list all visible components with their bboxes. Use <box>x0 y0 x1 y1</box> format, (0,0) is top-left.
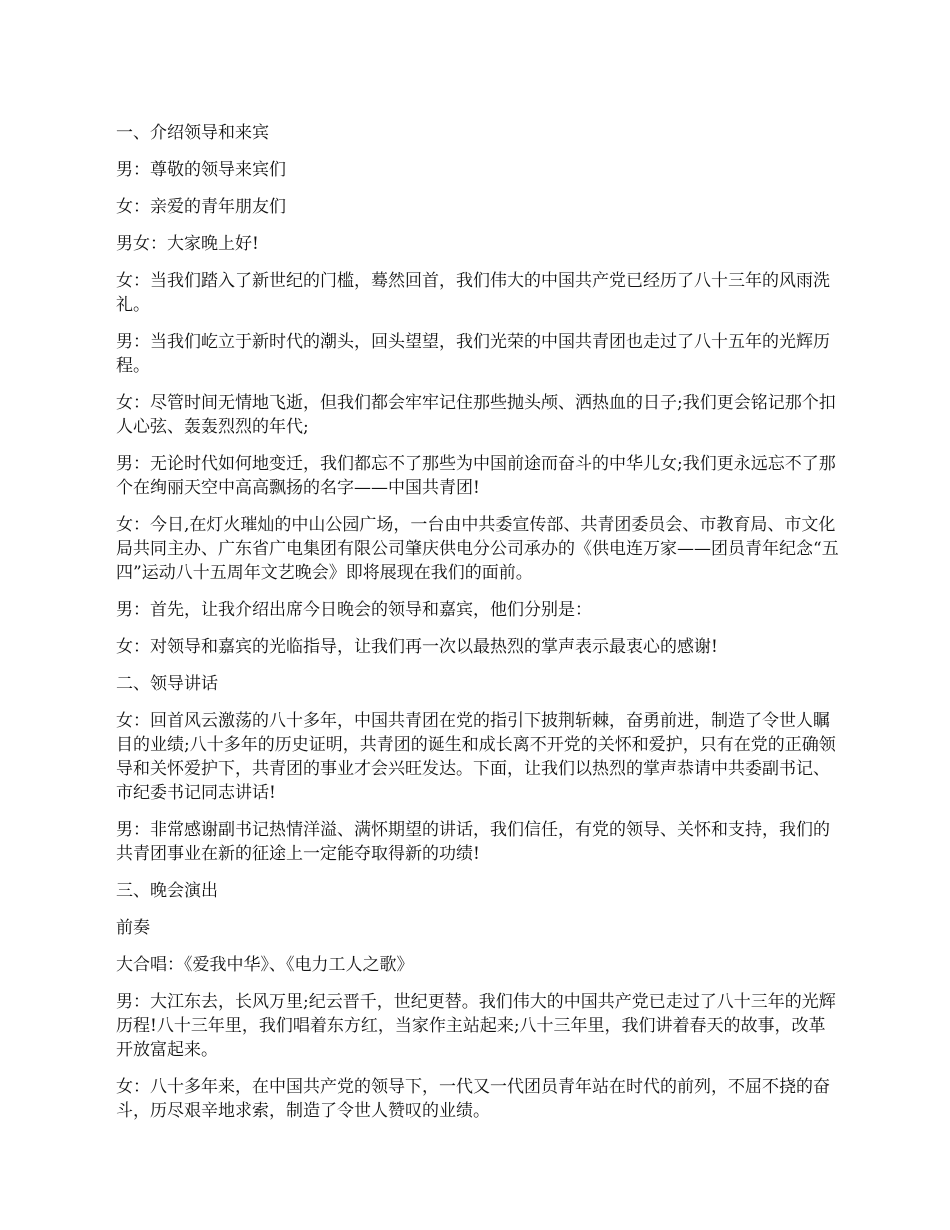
paragraph: 男：尊敬的领导来宾们 <box>116 160 286 180</box>
paragraph: 男：当我们屹立于新时代的潮头，回头望望，我们光荣的中国共青团也走过了八十五年的光辉历程。 <box>116 332 830 376</box>
section-heading-1: 一、介绍领导和来宾 <box>116 123 269 143</box>
paragraph: 大合唱：《爱我中华》、《电力工人之歌》 <box>116 955 414 975</box>
section-heading-3: 三、晚会演出 <box>116 881 218 901</box>
paragraph: 男：非常感谢副书记热情洋溢、满怀期望的讲话，我们信任，有党的领导、关怀和支持，我们的共青团事业在新的征途上一定能夺取得新的功绩! <box>116 820 830 864</box>
paragraph: 男女：大家晚上好! <box>116 234 259 254</box>
paragraph: 男：大江东去，长风万里;纪云晋千，世纪更替。我们伟大的中国共产党已走过了八十三年的光辉历程!八十三年里，我们唱着东方红，当家作主站起来;八十三年里，我们讲着春天的故事，改革开放富起来。 <box>116 992 836 1060</box>
paragraph: 男：无论时代如何地变迁，我们都忘不了那些为中国前途而奋斗的中华儿女;我们更永远忘不了那个在绚丽天空中高高飘扬的名字——中国共青团! <box>116 454 836 498</box>
paragraph: 女：今日,在灯火璀灿的中山公园广场，一台由中共委宣传部、共青团委员会、市教育局、市文化局共同主办、广东省广电集团有限公司肇庆供电分公司承办的《供电连万家——团员青年纪念“五四”运动八十五周年文艺晚会》即将展现在我们的面前。 <box>116 515 839 583</box>
paragraph: 女：尽管时间无情地飞逝，但我们都会牢牢记住那些抛头颅、洒热血的日子;我们更会铭记那个扣人心弦、轰轰烈烈的年代; <box>116 393 836 437</box>
document-body <box>116 121 840 1136</box>
paragraph: 男：首先，让我介绍出席今日晚会的领导和嘉宾，他们分别是： <box>116 600 592 620</box>
paragraph: 女：对领导和嘉宾的光临指导，让我们再一次以最热烈的掌声表示最衷心的感谢! <box>116 637 718 657</box>
paragraph: 女：当我们踏入了新世纪的门槛，蓦然回首，我们伟大的中国共产党已经历了八十三年的风雨洗礼。 <box>116 271 830 315</box>
section-heading-2: 二、领导讲话 <box>116 674 218 694</box>
paragraph: 女：八十多年来，在中国共产党的领导下，一代又一代团员青年站在时代的前列，不屈不挠的奋斗，历尽艰辛地求索，制造了令世人赞叹的业绩。 <box>116 1077 830 1121</box>
paragraph: 女：亲爱的青年朋友们 <box>116 197 286 217</box>
paragraph: 前奏 <box>116 918 150 938</box>
paragraph: 女：回首风云激荡的八十多年，中国共青团在党的指引下披荆斩棘，奋勇前进，制造了令世人瞩目的业绩;八十多年的历史证明，共青团的诞生和成长离不开党的关怀和爱护，只有在党的正确领导和关怀爱护下，共青团的事业才会兴旺发达。下面，让我们以热烈的掌声恭请中共委副书记、市纪委书记同志讲话! <box>116 711 836 803</box>
